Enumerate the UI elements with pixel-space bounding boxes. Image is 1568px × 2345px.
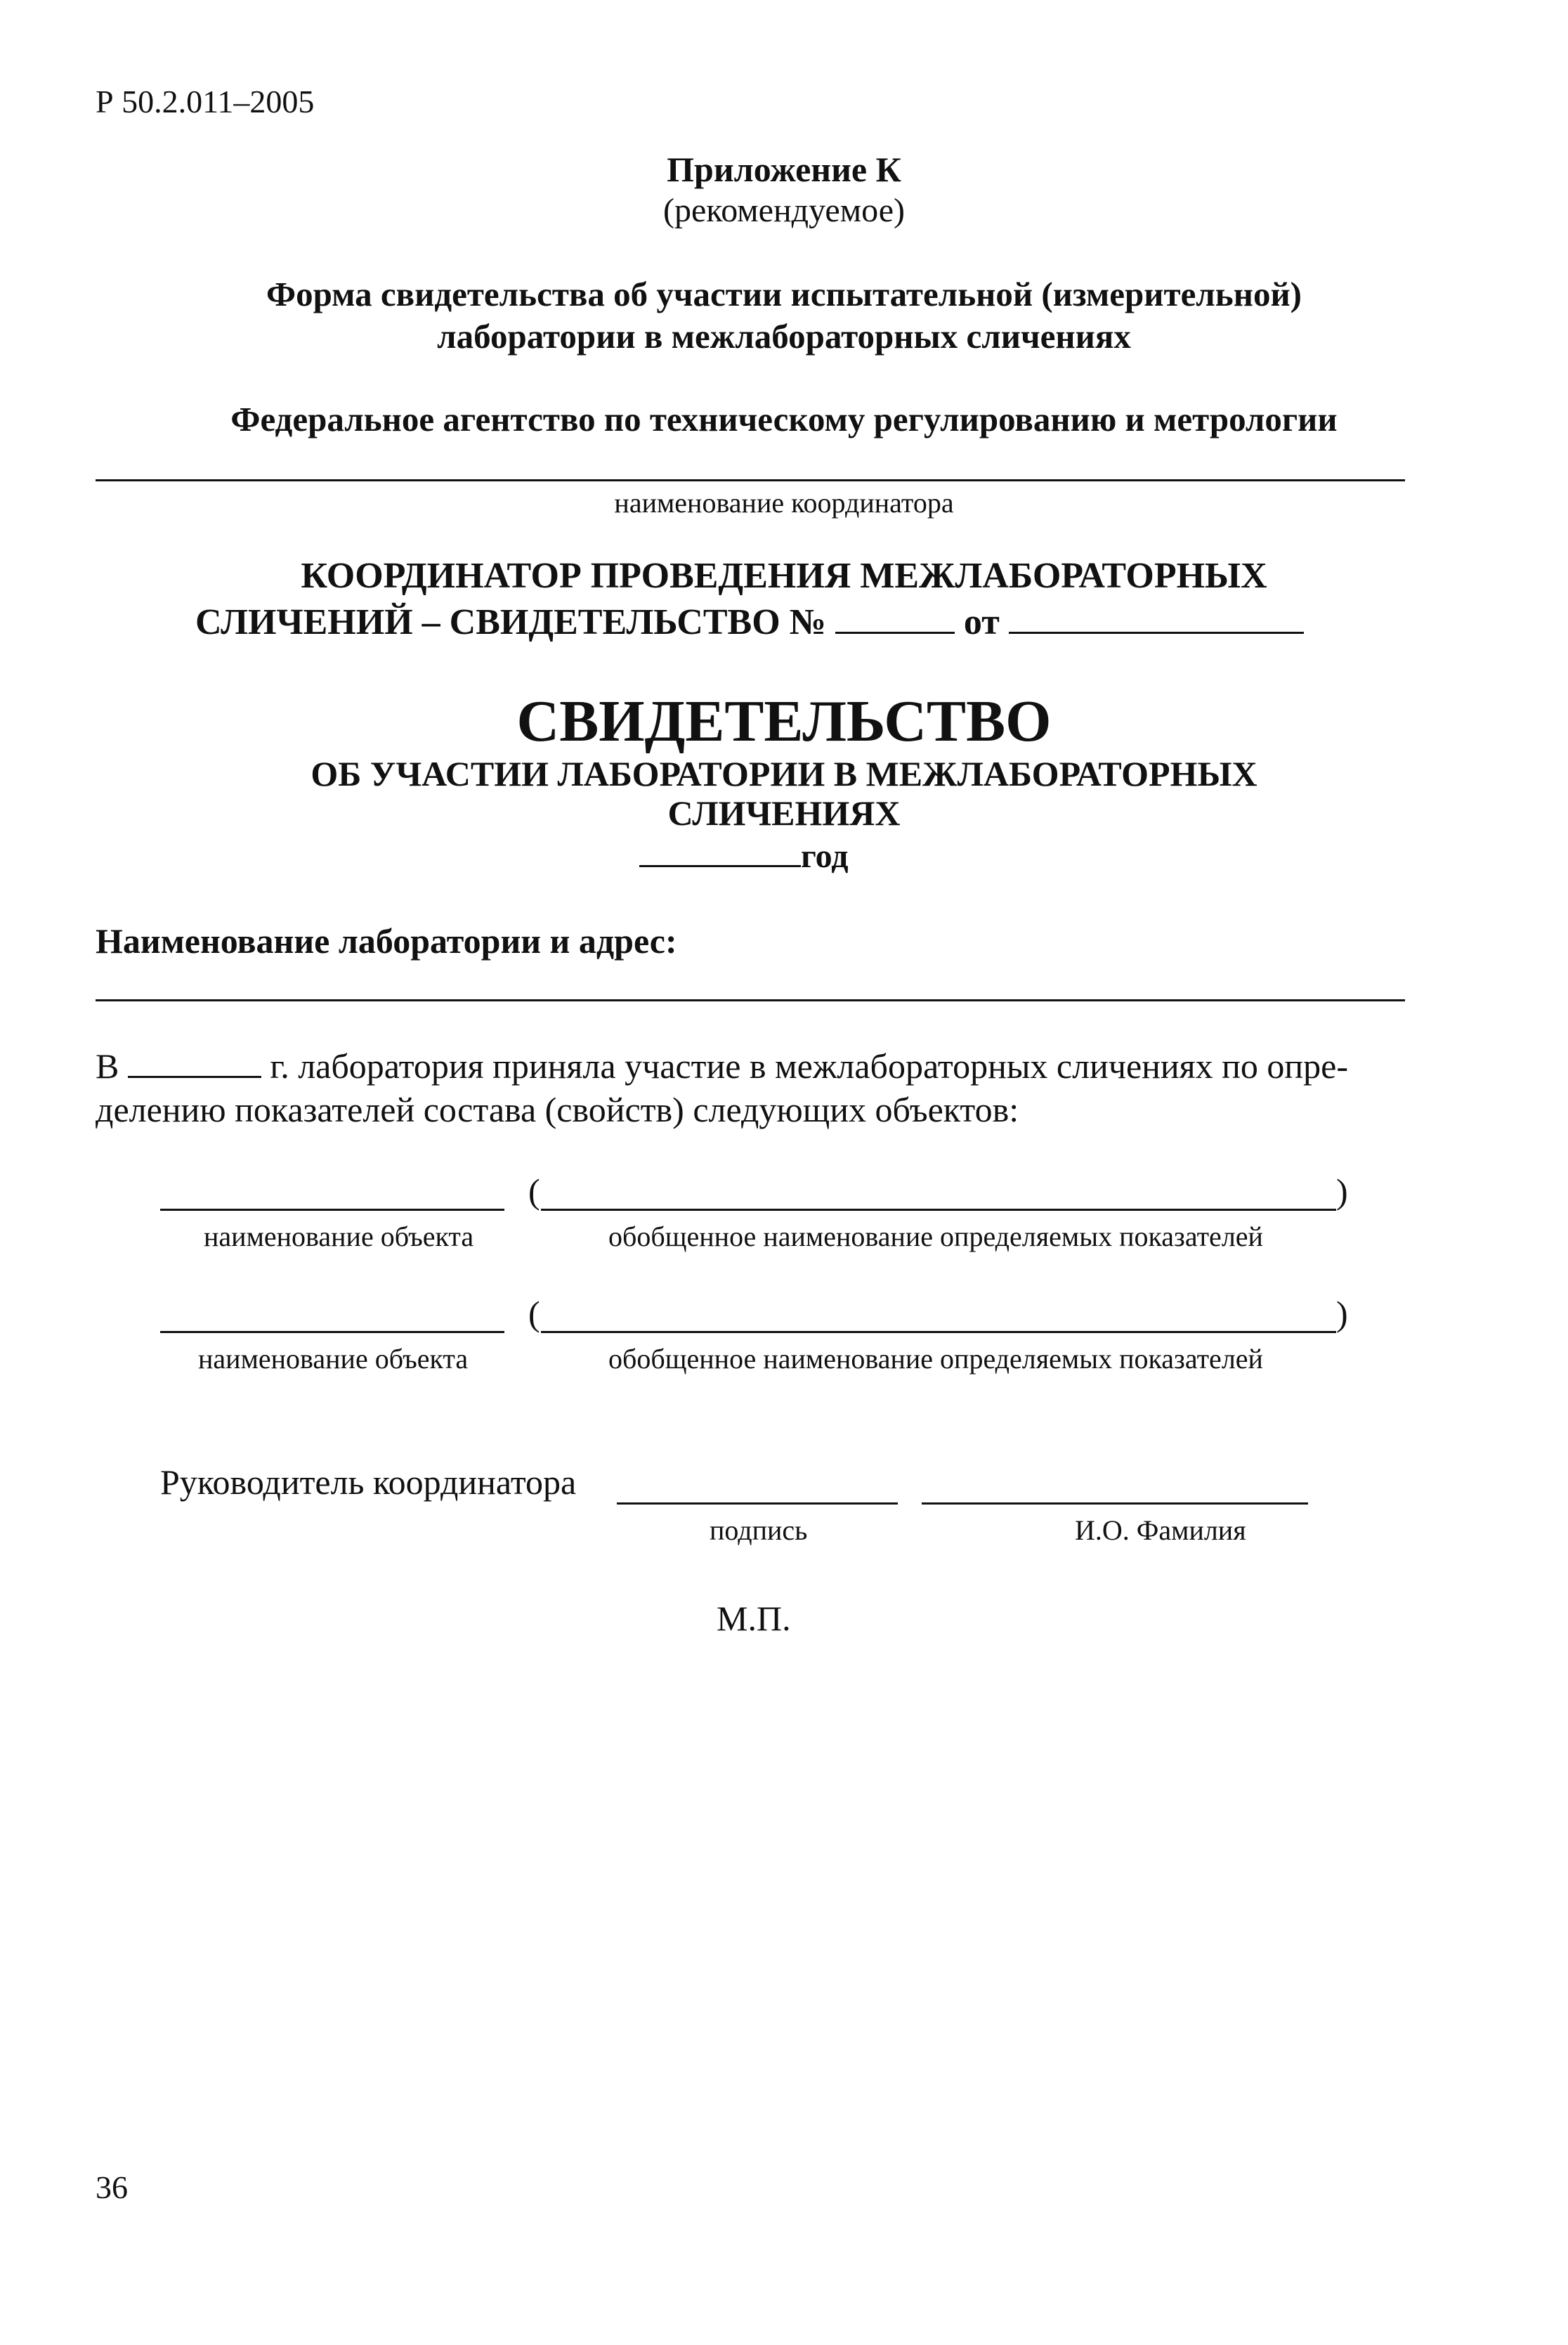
year-blank (639, 835, 801, 867)
name-line (922, 1502, 1308, 1505)
object-caption: наименование объекта (198, 1343, 469, 1375)
close-paren: ) (1336, 1171, 1348, 1211)
appendix-subtitle: (рекомендуемое) (663, 192, 905, 229)
signature-label: Руководитель координатора (160, 1462, 577, 1502)
signature-line (617, 1502, 898, 1505)
stamp-placeholder: М.П. (717, 1599, 791, 1638)
agency-name: Федеральное агентство по техническому регулированию и метрологии (230, 400, 1338, 439)
lab-name-line (96, 999, 1405, 1001)
lab-name-label: Наименование лаборатории и адрес: (96, 921, 677, 961)
certificate-from-label: от (963, 602, 1000, 642)
participation-prefix: В (96, 1046, 119, 1086)
coordinator-line2 (195, 599, 1304, 643)
object-name-line (160, 1331, 504, 1333)
document-code: Р 50.2.011–2005 (96, 84, 315, 119)
participation-year-blank (128, 1044, 261, 1078)
object-caption: наименование объекта (204, 1221, 474, 1252)
close-paren: ) (1336, 1294, 1348, 1333)
coordinator-caption: наименование координатора (614, 487, 954, 519)
indicators-caption: обобщенное наименование определяемых показателей (608, 1343, 1263, 1375)
open-paren: ( (528, 1294, 540, 1333)
certificate-year (639, 835, 849, 876)
open-paren: ( (528, 1171, 540, 1211)
coordinator-line1: КООРДИНАТОР ПРОВЕДЕНИЯ МЕЖЛАБОРАТОРНЫХ (301, 556, 1267, 596)
certificate-title: СВИДЕТЕЛЬСТВО (516, 689, 1052, 754)
object-name-line (160, 1209, 504, 1211)
indicators-line (541, 1331, 1336, 1333)
participation-line2: делению показателей состава (свойств) следующих объектов: (96, 1090, 1019, 1129)
indicators-line (541, 1209, 1336, 1211)
participation-line1 (96, 1044, 1348, 1086)
certificate-number-label: СЛИЧЕНИЙ – СВИДЕТЕЛЬСТВО № (195, 602, 826, 642)
coordinator-name-line (96, 479, 1405, 481)
signature-caption: подпись (710, 1514, 808, 1546)
certificate-subtitle-line1: ОБ УЧАСТИИ ЛАБОРАТОРИИ В МЕЖЛАБОРАТОРНЫХ (311, 754, 1257, 793)
participation-text: г. лаборатория приняла участие в межлабораторных сличениях по опре- (270, 1046, 1349, 1086)
appendix-title: Приложение К (667, 150, 901, 189)
certificate-date-blank (1009, 599, 1304, 634)
form-title-line1: Форма свидетельства об участии испытательной (измерительной) (266, 275, 1302, 313)
page-number: 36 (96, 2169, 128, 2205)
name-caption: И.О. Фамилия (1075, 1514, 1246, 1546)
year-label: год (801, 838, 849, 876)
certificate-number-blank (835, 599, 955, 634)
certificate-subtitle-line2: СЛИЧЕНИЯХ (667, 793, 901, 833)
indicators-caption: обобщенное наименование определяемых показателей (608, 1221, 1263, 1252)
form-title-line2: лаборатории в межлабораторных сличениях (437, 317, 1131, 356)
